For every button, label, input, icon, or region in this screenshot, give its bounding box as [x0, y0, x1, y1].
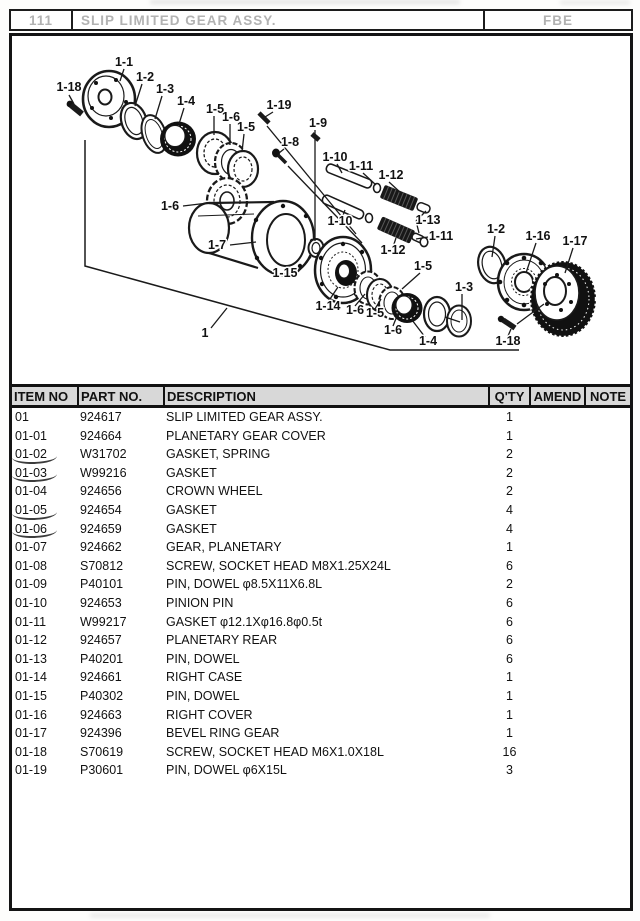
cell-note — [585, 464, 630, 483]
cell-note — [585, 743, 630, 762]
cell-note — [585, 724, 630, 743]
callout-label: 1 — [201, 326, 209, 340]
parts-table — [12, 384, 630, 780]
cell-part-no: W99216 — [80, 465, 127, 480]
col-qty: Q'TY — [489, 386, 530, 407]
cell-qty: 1 — [506, 726, 513, 741]
callout-label: 1-3 — [454, 280, 474, 294]
cell-note — [585, 407, 630, 427]
part-bevel-ring-gear — [530, 261, 596, 337]
cell-description: PLANETARY REAR — [166, 633, 278, 648]
parts-table-body — [12, 407, 630, 780]
part-screw-m6-right — [498, 316, 515, 328]
cell-note — [585, 445, 630, 464]
cell-note — [585, 520, 630, 539]
callout-leader-line — [402, 273, 420, 289]
cell-note — [585, 538, 630, 557]
callout-label: 1-12 — [380, 243, 406, 257]
cell-part-no: W31702 — [80, 447, 127, 462]
callout-leader-line — [211, 308, 227, 328]
cell-qty: 16 — [502, 744, 517, 759]
cell-part-no: P40201 — [80, 651, 124, 666]
table-row — [12, 557, 630, 576]
exploded-diagram — [12, 36, 630, 384]
callout-label: 1-7 — [207, 238, 227, 252]
col-amend: AMEND — [530, 386, 585, 407]
part-gasket-1-11-lower-b — [420, 237, 428, 246]
cell-note — [585, 594, 630, 613]
callout-label: 1-4 — [176, 94, 196, 108]
cell-description: CROWN WHEEL — [166, 484, 263, 499]
cell-amend — [530, 407, 585, 427]
cell-description: GASKET — [166, 521, 217, 536]
callout-label: 1-8 — [280, 135, 300, 149]
callout-label: 1-5 — [413, 259, 433, 273]
cell-part-no: 924653 — [80, 595, 122, 610]
part-pin-dowel-1-19 — [259, 113, 269, 123]
cell-part-no: 924663 — [80, 707, 122, 722]
cell-part-no: P30601 — [80, 763, 124, 778]
cell-amend — [530, 761, 585, 780]
table-row — [12, 650, 630, 669]
callout-label: 1-10 — [327, 214, 353, 228]
cell-qty: 1 — [506, 540, 513, 555]
callout-leader-line — [242, 134, 244, 152]
table-row — [12, 538, 630, 557]
callout-label: 1-6 — [160, 199, 180, 213]
callout-label: 1-3 — [155, 82, 175, 96]
cell-qty: 6 — [506, 633, 513, 648]
part-screw-1-8 — [272, 149, 286, 164]
cell-part-no: S70812 — [80, 558, 124, 573]
cell-amend — [530, 575, 585, 594]
table-row — [12, 761, 630, 780]
cell-amend — [530, 594, 585, 613]
cell-item-no: 01-18 — [15, 744, 47, 759]
cell-part-no: 924656 — [80, 484, 122, 499]
cell-qty: 1 — [506, 410, 513, 424]
cell-amend — [530, 687, 585, 706]
cell-part-no: P40302 — [80, 688, 124, 703]
table-row — [12, 724, 630, 743]
table-row — [12, 427, 630, 446]
callout-label: 1-5 — [365, 306, 385, 320]
cell-part-no: 924661 — [80, 670, 122, 685]
cell-description: PIN, DOWEL φ6X15L — [166, 763, 287, 778]
cell-note — [585, 631, 630, 650]
cell-qty: 1 — [506, 688, 513, 703]
cell-item-no: 01-05 — [12, 501, 78, 520]
callout-label: 1-15 — [272, 266, 298, 280]
part-screw-m6-left — [67, 101, 82, 114]
part-gasket-1-11-lower-a — [366, 214, 373, 223]
callout-label: 1-4 — [418, 334, 438, 348]
cell-description: PIN, DOWEL φ8.5X11X6.8L — [166, 577, 323, 592]
scan-artifact — [560, 1, 630, 4]
cell-amend — [530, 427, 585, 446]
cell-item-no: 01-06 — [12, 520, 78, 539]
callout-leader-line — [265, 112, 273, 117]
callout-label: 1-13 — [415, 213, 441, 227]
cell-part-no: 924662 — [80, 540, 122, 555]
cell-amend — [530, 613, 585, 632]
cell-amend — [530, 538, 585, 557]
callout-label: 1-14 — [315, 299, 341, 313]
callout-label: 1-12 — [378, 168, 404, 182]
page-header — [9, 9, 633, 31]
table-row — [12, 482, 630, 501]
cell-description: PIN, DOWEL — [166, 688, 240, 703]
scan-artifact — [150, 0, 460, 4]
callout-label: 1-2 — [486, 222, 506, 236]
callout-label: 1-10 — [322, 150, 348, 164]
cell-description: GASKET — [166, 502, 217, 517]
cell-description: SCREW, SOCKET HEAD M6X1.0X18L — [166, 744, 384, 759]
callout-label: 1-18 — [56, 80, 82, 94]
table-row — [12, 464, 630, 483]
table-row — [12, 594, 630, 613]
cell-qty: 2 — [506, 465, 513, 480]
cell-qty: 1 — [506, 707, 513, 722]
callout-label: 1-6 — [221, 110, 241, 124]
col-note: NOTE — [585, 386, 630, 407]
cell-note — [585, 482, 630, 501]
cell-note — [585, 650, 630, 669]
part-gasket-rings-right — [424, 297, 471, 337]
cell-description: GEAR, PLANETARY — [166, 540, 282, 555]
cell-note — [585, 501, 630, 520]
cell-description: PLANETARY GEAR COVER — [166, 428, 326, 443]
cell-description: GASKET φ12.1Xφ16.8φ0.5t — [166, 614, 323, 629]
cell-amend — [530, 445, 585, 464]
cell-amend — [530, 557, 585, 576]
cell-part-no: 924654 — [80, 502, 122, 517]
callout-leader-line — [179, 108, 184, 124]
cell-description: GASKET — [166, 465, 217, 480]
callout-label: 1-5 — [236, 120, 256, 134]
cell-qty: 6 — [506, 651, 513, 666]
part-planetary-rear-upper — [380, 185, 419, 211]
cell-description: SLIP LIMITED GEAR ASSY. — [166, 410, 323, 424]
cell-amend — [530, 724, 585, 743]
cell-amend — [530, 706, 585, 725]
cell-part-no: 924659 — [80, 521, 122, 536]
cell-qty: 6 — [506, 614, 513, 629]
cell-item-no: 01-11 — [15, 614, 47, 629]
cell-part-no: S70619 — [80, 744, 124, 759]
callout-leader-line — [279, 149, 284, 153]
cell-item-no: 01-15 — [15, 688, 47, 703]
cell-qty: 4 — [506, 521, 513, 536]
cell-description: PIN, DOWEL — [166, 651, 240, 666]
cell-note — [585, 761, 630, 780]
table-row — [12, 407, 630, 427]
page-number: 111 — [11, 11, 73, 29]
cell-item-no: 01-14 — [15, 670, 47, 685]
cell-part-no: 924664 — [80, 428, 122, 443]
cell-description: RIGHT CASE — [166, 670, 243, 685]
cell-part-no: P40101 — [80, 577, 124, 592]
cell-qty: 1 — [506, 428, 513, 443]
callout-label: 1-18 — [495, 334, 521, 348]
callout-label: 1-11 — [348, 159, 374, 173]
cell-item-no: 01-04 — [15, 484, 47, 499]
cell-amend — [530, 501, 585, 520]
cell-item-no: 01-02 — [12, 445, 78, 464]
cell-note — [585, 668, 630, 687]
table-row — [12, 631, 630, 650]
cell-note — [585, 613, 630, 632]
callout-label: 1-11 — [428, 229, 454, 243]
callout-label: 1-16 — [525, 229, 551, 243]
cell-qty: 2 — [506, 577, 513, 592]
callout-label: 1-6 — [345, 303, 365, 317]
cell-item-no: 01-16 — [15, 707, 47, 722]
cell-qty: 2 — [506, 447, 513, 462]
callout-label: 1-19 — [266, 98, 292, 112]
cell-qty: 1 — [506, 670, 513, 685]
cell-note — [585, 687, 630, 706]
table-row — [12, 743, 630, 762]
callout-label: 1-9 — [308, 116, 328, 130]
cell-item-no: 01-07 — [15, 540, 47, 555]
diagram-area — [12, 36, 630, 384]
table-row — [12, 613, 630, 632]
cell-amend — [530, 482, 585, 501]
cell-qty: 6 — [506, 595, 513, 610]
table-row — [12, 501, 630, 520]
cell-item-no: 01 — [15, 410, 29, 424]
cell-item-no: 01-03 — [12, 464, 78, 483]
cell-part-no: W99217 — [80, 614, 127, 629]
cell-item-no: 01-10 — [15, 595, 47, 610]
table-row — [12, 668, 630, 687]
scan-artifact — [90, 914, 490, 917]
content-frame — [9, 33, 633, 911]
callout-label: 1-5 — [205, 102, 225, 116]
part-gasket-1-11-upper — [374, 184, 381, 193]
cell-item-no: 01-19 — [15, 763, 47, 778]
cell-amend — [530, 743, 585, 762]
page-title: SLIP LIMITED GEAR ASSY. — [73, 11, 485, 29]
blank-area — [12, 780, 630, 908]
cell-item-no: 01-12 — [15, 633, 47, 648]
cell-item-no: 01-17 — [15, 726, 47, 741]
cell-note — [585, 557, 630, 576]
cell-amend — [530, 650, 585, 669]
model-code: FBE — [543, 12, 573, 28]
cell-amend — [530, 631, 585, 650]
cell-note — [585, 575, 630, 594]
cell-description: BEVEL RING GEAR — [166, 726, 280, 741]
part-crown-wheel-left — [160, 122, 196, 157]
callout-label: 1-2 — [135, 70, 155, 84]
callout-label: 1-17 — [562, 234, 588, 248]
col-description: DESCRIPTION — [164, 386, 489, 407]
table-header-row — [12, 386, 630, 407]
cell-note — [585, 427, 630, 446]
cell-description: PINION PIN — [166, 595, 234, 610]
table-row — [12, 520, 630, 539]
cell-qty: 3 — [506, 763, 513, 778]
cell-item-no: 01-08 — [15, 558, 47, 573]
table-row — [12, 706, 630, 725]
cell-amend — [530, 668, 585, 687]
cell-note — [585, 706, 630, 725]
table-row — [12, 445, 630, 464]
cell-qty: 2 — [506, 484, 513, 499]
cell-description: GASKET, SPRING — [166, 447, 271, 462]
cell-qty: 4 — [506, 502, 513, 517]
cell-part-no: 924617 — [80, 410, 122, 424]
callout-leader-line — [155, 96, 162, 119]
col-part-no: PART NO. — [78, 386, 164, 407]
cell-description: SCREW, SOCKET HEAD M8X1.25X24L — [166, 558, 391, 573]
callout-label: 1-1 — [114, 55, 134, 69]
cell-description: RIGHT COVER — [166, 707, 253, 722]
cell-item-no: 01-01 — [15, 428, 47, 443]
cell-part-no: 924657 — [80, 633, 122, 648]
cell-amend — [530, 520, 585, 539]
col-item-no: ITEM NO — [12, 386, 78, 407]
table-row — [12, 575, 630, 594]
cell-part-no: 924396 — [80, 726, 122, 741]
cell-item-no: 01-09 — [15, 577, 47, 592]
table-row — [12, 687, 630, 706]
cell-qty: 6 — [506, 558, 513, 573]
cell-item-no: 01-13 — [15, 651, 47, 666]
callout-label: 1-6 — [383, 323, 403, 337]
cell-amend — [530, 464, 585, 483]
